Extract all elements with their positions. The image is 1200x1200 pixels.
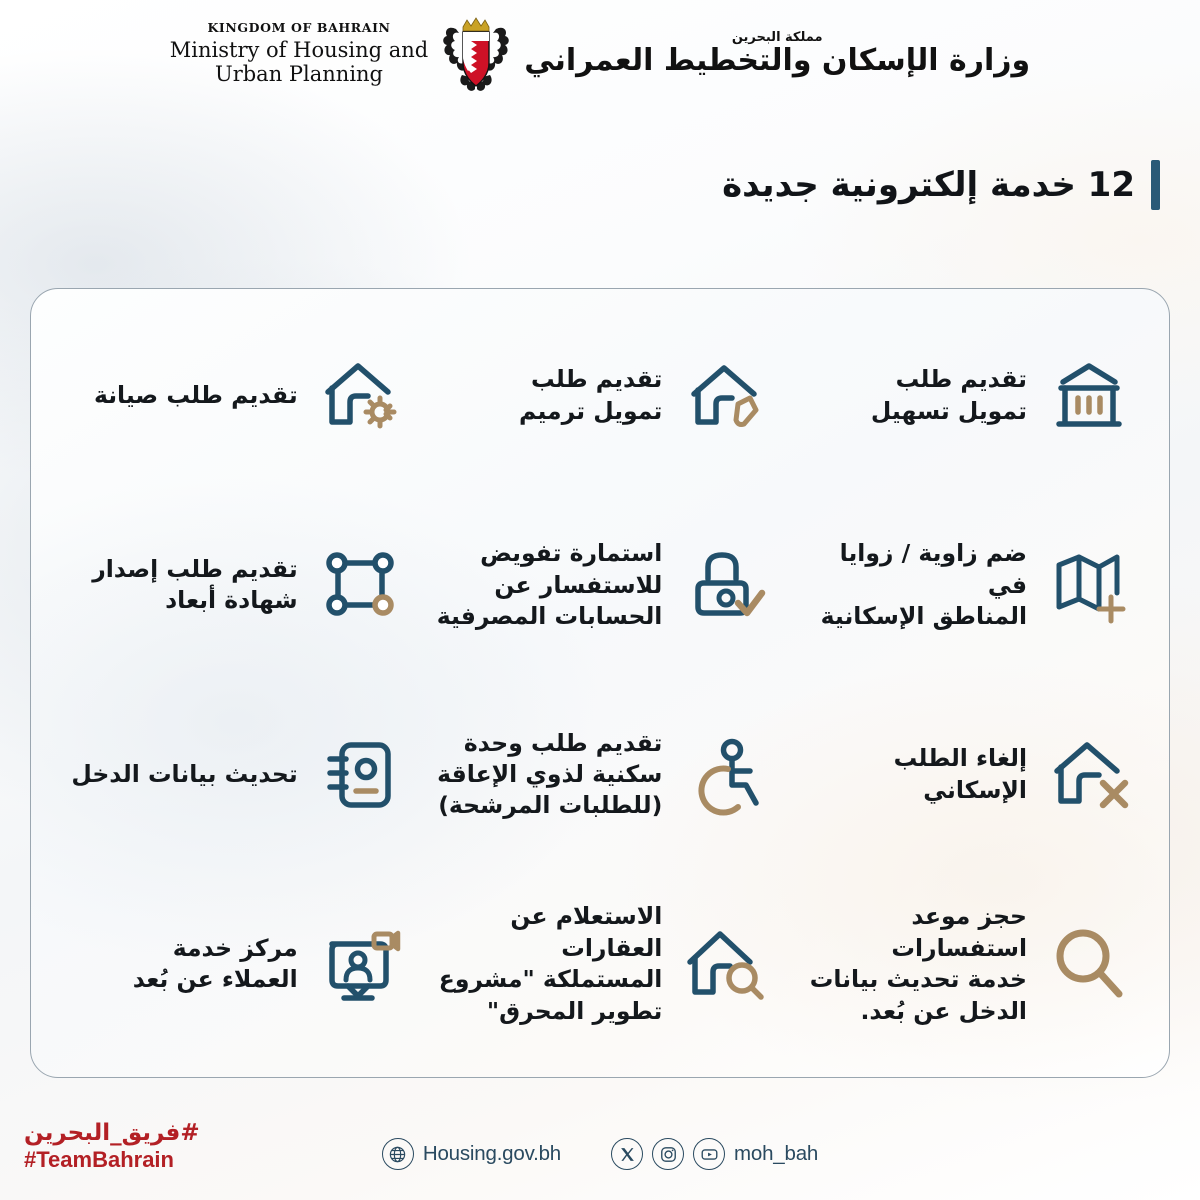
ministry-name-en-line2: Urban Planning (215, 62, 383, 87)
ministry-name-ar: وزارة الإسكان والتخطيط العمراني (524, 43, 1031, 79)
brand-header (0, 8, 1200, 100)
map-plus-icon (1041, 537, 1137, 633)
house-renovation-trowel-icon (676, 348, 772, 444)
wheelchair-accessibility-icon (676, 727, 772, 823)
lock-check-icon (676, 537, 772, 633)
service-label: مركز خدمة العملاء عن بُعد (132, 933, 298, 994)
service-label: حجز موعد استفسارات خدمة تحديث بيانات الدخل عن بُعد. (809, 902, 1027, 1025)
service-label: استمارة تفويض للاستفسار عن الحسابات المصرفية (436, 539, 663, 630)
hashtag-arabic: #فريق_البحرين (24, 1120, 200, 1147)
remote-customer-service-monitor-icon (312, 916, 408, 1012)
bank-building-icon (1041, 348, 1137, 444)
services-card (30, 288, 1170, 1078)
website-group[interactable] (382, 1138, 561, 1170)
x-twitter-icon[interactable] (611, 1138, 643, 1170)
service-item[interactable] (418, 870, 783, 1060)
service-item[interactable] (53, 491, 418, 681)
ministry-name-en: Ministry of Housing and (169, 37, 429, 62)
contact-notebook-icon (312, 727, 408, 823)
magnifier-icon (1041, 916, 1137, 1012)
service-item[interactable] (53, 680, 418, 870)
service-label: تقديم طلب إصدار شهادة أبعاد (92, 554, 298, 615)
service-label: تقديم طلب تمويل ترميم (519, 365, 663, 425)
kingdom-label-en: KINGDOM OF BAHRAIN (207, 19, 391, 35)
ministry-logo-arabic (524, 30, 1031, 79)
service-label: تقديم طلب وحدة سكنية لذوي الإعاقة (للطلبات المرشحة) (437, 728, 663, 820)
service-label: إلغاء الطلب الإسكاني (893, 744, 1027, 804)
hashtag-english: #TeamBahrain (24, 1147, 174, 1173)
bahrain-coat-of-arms-icon (438, 11, 514, 97)
service-label: تحديث بيانات الدخل (71, 760, 298, 788)
kingdom-label-ar: مملكة البحرين (731, 30, 823, 46)
service-label: تقديم طلب تمويل تسهيل (870, 365, 1027, 425)
page-title-text: 12 خدمة إلكترونية جديدة (722, 165, 1135, 205)
service-item[interactable] (418, 491, 783, 681)
social-footer (0, 1138, 1200, 1170)
service-label: ضم زاوية / زوايا في المناطق الإسكانية (820, 539, 1027, 630)
house-maintenance-gear-icon (312, 348, 408, 444)
house-search-icon (676, 916, 772, 1012)
service-item[interactable] (418, 301, 783, 491)
service-item[interactable] (782, 491, 1147, 681)
youtube-icon[interactable] (693, 1138, 725, 1170)
service-item[interactable] (782, 680, 1147, 870)
website-label[interactable]: Housing.gov.bh (422, 1142, 562, 1165)
service-item[interactable] (418, 680, 783, 870)
service-item[interactable] (53, 870, 418, 1060)
page-title (722, 160, 1160, 210)
service-item[interactable] (53, 301, 418, 491)
social-handles-group[interactable] (611, 1138, 818, 1170)
plot-survey-nodes-icon (312, 537, 408, 633)
service-item[interactable] (782, 870, 1147, 1060)
service-label: تقديم طلب صيانة (93, 381, 298, 409)
instagram-icon[interactable] (652, 1138, 684, 1170)
service-item[interactable] (782, 301, 1147, 491)
globe-icon[interactable] (382, 1138, 414, 1170)
ministry-logo-english (170, 21, 428, 87)
house-cancel-x-icon (1041, 727, 1137, 823)
title-accent-bar (1151, 160, 1160, 210)
social-handle-label[interactable]: moh_bah (734, 1142, 819, 1165)
service-label: الاستعلام عن العقارات المستملكة "مشروع تطوير المحرق" (438, 902, 663, 1025)
